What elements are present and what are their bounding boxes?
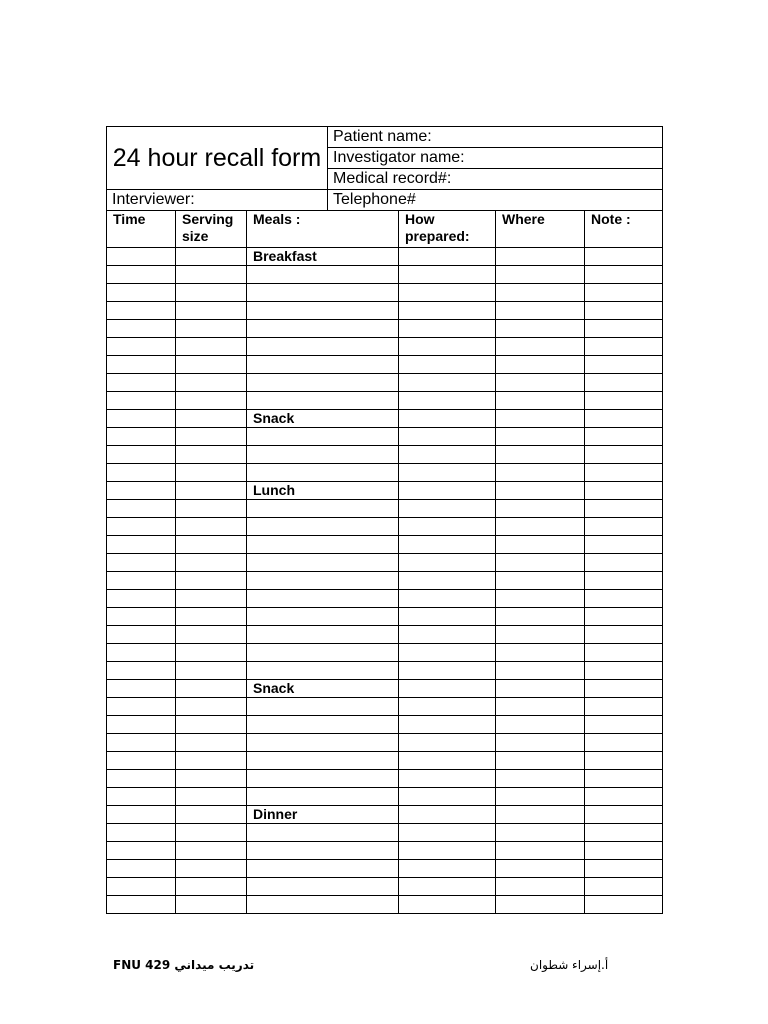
meal-cell[interactable] [247,356,399,374]
meal-cell[interactable]: Dinner [247,806,399,824]
meal-cell[interactable] [247,572,399,590]
where-cell[interactable] [496,608,585,626]
time-cell[interactable] [107,896,176,914]
table-row [107,410,663,428]
how-prepared-cell[interactable] [399,788,496,806]
serving-size-cell[interactable] [176,356,247,374]
how-prepared-cell[interactable] [399,842,496,860]
where-cell[interactable] [496,428,585,446]
note-cell[interactable] [585,266,663,284]
where-cell[interactable] [496,662,585,680]
table-row [107,734,663,752]
serving-size-cell[interactable] [176,788,247,806]
how-prepared-cell[interactable] [399,446,496,464]
meal-cell[interactable] [247,644,399,662]
how-prepared-cell[interactable] [399,248,496,266]
recall-form [106,126,662,914]
note-cell[interactable] [585,536,663,554]
col-time-header: Time [107,211,176,248]
telephone-field[interactable]: Telephone# [328,190,663,211]
where-cell[interactable] [496,680,585,698]
how-prepared-cell[interactable] [399,752,496,770]
time-cell[interactable] [107,752,176,770]
serving-size-cell[interactable] [176,554,247,572]
serving-size-cell[interactable] [176,878,247,896]
table-row [107,518,663,536]
where-cell[interactable] [496,374,585,392]
time-cell[interactable] [107,788,176,806]
time-cell[interactable] [107,248,176,266]
note-cell[interactable] [585,680,663,698]
meal-cell[interactable] [247,338,399,356]
where-cell[interactable] [496,788,585,806]
time-cell[interactable] [107,500,176,518]
time-cell[interactable] [107,572,176,590]
table-row [107,428,663,446]
table-row [107,644,663,662]
serving-size-cell[interactable] [176,842,247,860]
note-cell[interactable] [585,896,663,914]
time-cell[interactable] [107,536,176,554]
serving-size-cell[interactable] [176,446,247,464]
note-cell[interactable] [585,284,663,302]
how-prepared-cell[interactable] [399,284,496,302]
note-cell[interactable] [585,590,663,608]
note-cell[interactable] [585,626,663,644]
serving-size-cell[interactable] [176,482,247,500]
meal-cell[interactable]: Breakfast [247,248,399,266]
where-cell[interactable] [496,464,585,482]
note-cell[interactable] [585,644,663,662]
time-cell[interactable] [107,554,176,572]
time-cell[interactable] [107,608,176,626]
serving-size-cell[interactable] [176,518,247,536]
table-row [107,392,663,410]
form-header-table [106,126,663,211]
serving-size-cell[interactable] [176,770,247,788]
meal-cell[interactable] [247,662,399,680]
meal-cell[interactable] [247,716,399,734]
note-cell[interactable] [585,878,663,896]
where-cell[interactable] [496,860,585,878]
table-row [107,464,663,482]
note-cell[interactable] [585,662,663,680]
recall-grid [106,210,663,914]
time-cell[interactable] [107,446,176,464]
how-prepared-cell[interactable] [399,356,496,374]
where-cell[interactable] [496,284,585,302]
where-cell[interactable] [496,500,585,518]
meal-cell[interactable] [247,734,399,752]
time-cell[interactable] [107,860,176,878]
note-cell[interactable] [585,446,663,464]
how-prepared-cell[interactable] [399,806,496,824]
how-prepared-cell[interactable] [399,608,496,626]
meal-cell[interactable] [247,878,399,896]
how-prepared-cell[interactable] [399,662,496,680]
table-row [107,302,663,320]
note-cell[interactable] [585,500,663,518]
table-row [107,716,663,734]
serving-size-cell[interactable] [176,464,247,482]
serving-size-cell[interactable] [176,680,247,698]
meal-cell[interactable] [247,320,399,338]
serving-size-cell[interactable] [176,752,247,770]
time-cell[interactable] [107,698,176,716]
patient-name-field[interactable]: Patient name: [328,127,663,148]
investigator-name-field[interactable]: Investigator name: [328,148,663,169]
meal-cell[interactable] [247,626,399,644]
table-row [107,446,663,464]
serving-size-cell[interactable] [176,500,247,518]
table-row [107,806,663,824]
col-note-header: Note : [585,211,663,248]
time-cell[interactable] [107,662,176,680]
serving-size-cell[interactable] [176,284,247,302]
meal-cell[interactable] [247,842,399,860]
time-cell[interactable] [107,824,176,842]
where-cell[interactable] [496,734,585,752]
table-row [107,500,663,518]
note-cell[interactable] [585,716,663,734]
form-title: 24 hour recall form [107,127,328,190]
col-serving-size-header: Serving size [176,211,247,248]
table-row [107,608,663,626]
how-prepared-cell[interactable] [399,590,496,608]
how-prepared-cell[interactable] [399,716,496,734]
time-cell[interactable] [107,392,176,410]
table-row [107,770,663,788]
serving-size-cell[interactable] [176,734,247,752]
meal-cell[interactable] [247,464,399,482]
note-cell[interactable] [585,410,663,428]
how-prepared-cell[interactable] [399,572,496,590]
where-cell[interactable] [496,518,585,536]
time-cell[interactable] [107,590,176,608]
serving-size-cell[interactable] [176,860,247,878]
serving-size-cell[interactable] [176,428,247,446]
where-cell[interactable] [496,896,585,914]
time-cell[interactable] [107,302,176,320]
where-cell[interactable] [496,554,585,572]
col-where-header: Where [496,211,585,248]
column-header-row [107,211,663,248]
note-cell[interactable] [585,572,663,590]
note-cell[interactable] [585,860,663,878]
how-prepared-cell[interactable] [399,860,496,878]
table-row [107,536,663,554]
how-prepared-cell[interactable] [399,644,496,662]
serving-size-cell[interactable] [176,338,247,356]
how-prepared-cell[interactable] [399,536,496,554]
where-cell[interactable] [496,806,585,824]
table-row [107,284,663,302]
note-cell[interactable] [585,788,663,806]
how-prepared-cell[interactable] [399,896,496,914]
serving-size-cell[interactable] [176,698,247,716]
how-prepared-cell[interactable] [399,770,496,788]
meal-cell[interactable] [247,374,399,392]
serving-size-cell[interactable] [176,572,247,590]
table-row [107,662,663,680]
note-cell[interactable] [585,338,663,356]
time-cell[interactable] [107,410,176,428]
how-prepared-cell[interactable] [399,410,496,428]
time-cell[interactable] [107,284,176,302]
note-cell[interactable] [585,698,663,716]
note-cell[interactable] [585,842,663,860]
meal-cell[interactable] [247,824,399,842]
serving-size-cell[interactable] [176,896,247,914]
time-cell[interactable] [107,806,176,824]
where-cell[interactable] [496,770,585,788]
where-cell[interactable] [496,824,585,842]
meal-cell[interactable]: Snack [247,410,399,428]
meal-cell[interactable] [247,752,399,770]
where-cell[interactable] [496,302,585,320]
note-cell[interactable] [585,428,663,446]
time-cell[interactable] [107,374,176,392]
serving-size-cell[interactable] [176,644,247,662]
table-row [107,824,663,842]
serving-size-cell[interactable] [176,608,247,626]
serving-size-cell[interactable] [176,716,247,734]
how-prepared-cell[interactable] [399,554,496,572]
time-cell[interactable] [107,734,176,752]
how-prepared-cell[interactable] [399,482,496,500]
table-row [107,860,663,878]
where-cell[interactable] [496,572,585,590]
recall-grid-body [107,248,663,914]
note-cell[interactable] [585,734,663,752]
serving-size-cell[interactable] [176,536,247,554]
note-cell[interactable] [585,392,663,410]
time-cell[interactable] [107,428,176,446]
meal-cell[interactable] [247,608,399,626]
time-cell[interactable] [107,338,176,356]
meal-cell[interactable]: Lunch [247,482,399,500]
table-row [107,878,663,896]
table-row [107,338,663,356]
where-cell[interactable] [496,644,585,662]
where-cell[interactable] [496,320,585,338]
footer-author: أ.إسراء شطوان [530,958,609,972]
time-cell[interactable] [107,626,176,644]
table-row [107,554,663,572]
serving-size-cell[interactable] [176,266,247,284]
how-prepared-cell[interactable] [399,302,496,320]
meal-cell[interactable] [247,698,399,716]
note-cell[interactable] [585,770,663,788]
serving-size-cell[interactable] [176,410,247,428]
where-cell[interactable] [496,590,585,608]
where-cell[interactable] [496,410,585,428]
where-cell[interactable] [496,752,585,770]
note-cell[interactable] [585,824,663,842]
time-cell[interactable] [107,482,176,500]
time-cell[interactable] [107,266,176,284]
where-cell[interactable] [496,626,585,644]
time-cell[interactable] [107,842,176,860]
how-prepared-cell[interactable] [399,392,496,410]
meal-cell[interactable] [247,302,399,320]
meal-cell[interactable] [247,392,399,410]
note-cell[interactable] [585,752,663,770]
time-cell[interactable] [107,320,176,338]
table-row [107,356,663,374]
note-cell[interactable] [585,302,663,320]
where-cell[interactable] [496,842,585,860]
how-prepared-cell[interactable] [399,338,496,356]
where-cell[interactable] [496,266,585,284]
table-row [107,266,663,284]
medical-record-field[interactable]: Medical record#: [328,169,663,190]
meal-cell[interactable] [247,896,399,914]
table-row [107,680,663,698]
how-prepared-cell[interactable] [399,518,496,536]
note-cell[interactable] [585,320,663,338]
where-cell[interactable] [496,716,585,734]
serving-size-cell[interactable] [176,374,247,392]
how-prepared-cell[interactable] [399,824,496,842]
how-prepared-cell[interactable] [399,500,496,518]
page-footer [0,958,768,978]
where-cell[interactable] [496,536,585,554]
time-cell[interactable] [107,644,176,662]
table-row [107,896,663,914]
meal-cell[interactable] [247,446,399,464]
time-cell[interactable] [107,716,176,734]
meal-cell[interactable] [247,428,399,446]
serving-size-cell[interactable] [176,806,247,824]
col-meals-header: Meals : [247,211,399,248]
note-cell[interactable] [585,482,663,500]
table-row [107,788,663,806]
where-cell[interactable] [496,356,585,374]
meal-cell[interactable] [247,860,399,878]
time-cell[interactable] [107,878,176,896]
time-cell[interactable] [107,356,176,374]
serving-size-cell[interactable] [176,248,247,266]
meal-cell[interactable] [247,770,399,788]
note-cell[interactable] [585,554,663,572]
note-cell[interactable] [585,374,663,392]
note-cell[interactable] [585,464,663,482]
how-prepared-cell[interactable] [399,734,496,752]
how-prepared-cell[interactable] [399,698,496,716]
footer-course: FNU 429 تدريب ميداني [113,958,255,972]
meal-cell[interactable]: Snack [247,680,399,698]
serving-size-cell[interactable] [176,392,247,410]
table-row [107,482,663,500]
where-cell[interactable] [496,878,585,896]
how-prepared-cell[interactable] [399,428,496,446]
interviewer-field[interactable]: Interviewer: [107,190,328,211]
time-cell[interactable] [107,770,176,788]
table-row [107,320,663,338]
note-cell[interactable] [585,356,663,374]
how-prepared-cell[interactable] [399,878,496,896]
table-row [107,248,663,266]
meal-cell[interactable] [247,788,399,806]
note-cell[interactable] [585,806,663,824]
table-row [107,626,663,644]
how-prepared-cell[interactable] [399,374,496,392]
time-cell[interactable] [107,680,176,698]
how-prepared-cell[interactable] [399,266,496,284]
table-row [107,590,663,608]
time-cell[interactable] [107,464,176,482]
table-row [107,374,663,392]
serving-size-cell[interactable] [176,662,247,680]
serving-size-cell[interactable] [176,302,247,320]
serving-size-cell[interactable] [176,824,247,842]
serving-size-cell[interactable] [176,590,247,608]
where-cell[interactable] [496,446,585,464]
where-cell[interactable] [496,698,585,716]
how-prepared-cell[interactable] [399,680,496,698]
note-cell[interactable] [585,608,663,626]
meal-cell[interactable] [247,536,399,554]
col-how-prepared-header: How prepared: [399,211,496,248]
meal-cell[interactable] [247,518,399,536]
where-cell[interactable] [496,248,585,266]
how-prepared-cell[interactable] [399,626,496,644]
meal-cell[interactable] [247,554,399,572]
meal-cell[interactable] [247,590,399,608]
meal-cell[interactable] [247,500,399,518]
where-cell[interactable] [496,338,585,356]
table-row [107,842,663,860]
meal-cell[interactable] [247,266,399,284]
how-prepared-cell[interactable] [399,464,496,482]
meal-cell[interactable] [247,284,399,302]
table-row [107,698,663,716]
note-cell[interactable] [585,248,663,266]
note-cell[interactable] [585,518,663,536]
where-cell[interactable] [496,392,585,410]
serving-size-cell[interactable] [176,626,247,644]
how-prepared-cell[interactable] [399,320,496,338]
table-row [107,572,663,590]
time-cell[interactable] [107,518,176,536]
where-cell[interactable] [496,482,585,500]
serving-size-cell[interactable] [176,320,247,338]
table-row [107,752,663,770]
